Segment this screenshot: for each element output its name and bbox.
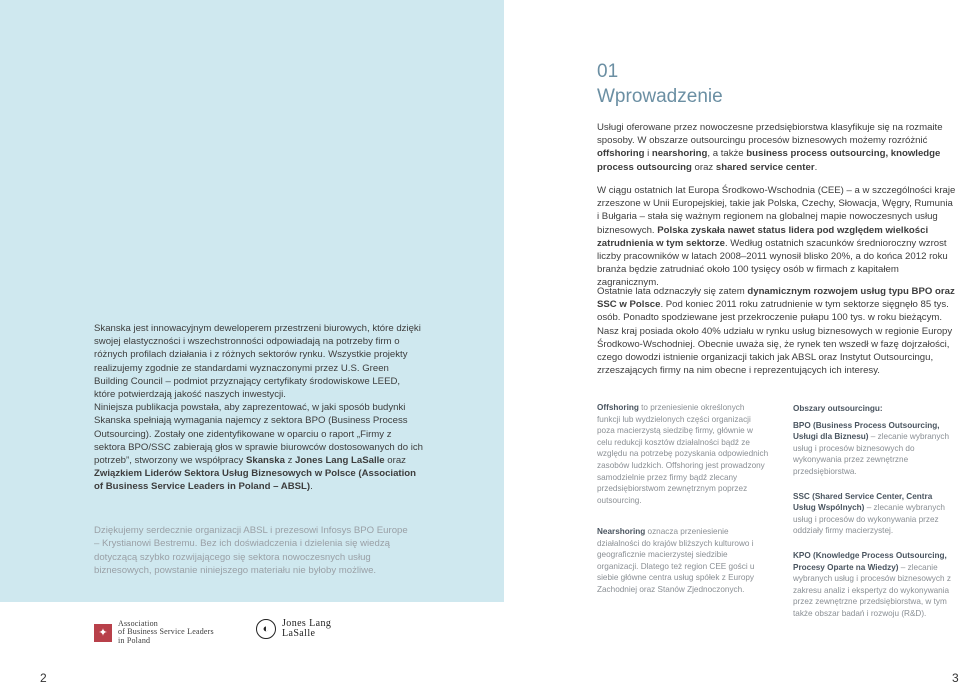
left-page-number: 2: [40, 671, 47, 685]
right-page-number: 3: [952, 671, 959, 685]
publication-purpose: Niniejsza publikacja powstała, aby zaprezentować, w jaki sposób budynki Skanska spełniają wymagania najemcy z sektora BPO (Business Process Outsourcing). Zostały one zidentyfikowane w oparciu o raport „Firmy z sektora BPO/SSC zabierają głos w sprawie biurowców dostosowanych do ich potrzeb”, stworzony we współpracy Skanska z Jones Lang LaSalle oraz Związkiem Liderów Sektora Usług Biznesowych w Polsce (Association of Business Service Leaders in Poland – ABSL).: [94, 402, 424, 493]
outsourcing-areas: [793, 403, 957, 620]
jll-logo-icon: ◐: [256, 619, 276, 639]
absl-logo-line-1: Association: [118, 619, 158, 628]
offshoring-definition: Offshoring to przeniesienie określonych funkcji lub wydzielonych części organizacji poza macierzystą siedzibę firmy, głównie w celu redukcji kosztów działalności bądź ze względu na potrzebę pozyskania odpowiednich zasobów ludzkich. Offshoring jest prowadzony samodzielnie przez firmy bądź zlecany przedsiębiorstwom zewnętrznym poprzez outsourcing.: [597, 403, 769, 505]
bpo-definition: BPO (Business Process Outsourcing, Usługi dla Biznesu) – zlecanie wybranych usług i procesów biznesowych do wykonywania przez zewnętrzne przedsiębiorstwa.: [793, 420, 950, 476]
ssc-definition: SSC (Shared Service Center, Centra Usług Wspólnych) – zlecanie wybranych usług i procesów do wykonywania przez oddziały firmy macierzystej.: [793, 491, 945, 536]
kpo-definition: KPO (Knowledge Process Outsourcing, Procesy Oparte na Wiedzy) – zlecanie wybranych usług i procesów biznesowych z zakresu analiz i ekspertyz do wykonywania przez zewnętrzne przedsiębiorstwa, w tym także obszar badań i rozwoju (R&D).: [793, 550, 951, 618]
left-cover-panel: [0, 0, 504, 602]
left-intro-paragraph: [94, 322, 424, 494]
intro-paragraph: Usługi oferowane przez nowoczesne przedsiębiorstwa klasyfikuje się na rozmaite sposoby. W obszarze outsourcingu procesów biznesowych możemy rozróżnić offshoring i nearshoring, a także business process outsourcing, knowledge process outsourcing oraz shared service center.: [597, 122, 943, 173]
absl-logo-icon: ✦: [94, 624, 112, 642]
absl-logo-line-3: in Poland: [118, 635, 151, 645]
absl-logo: [94, 620, 214, 645]
acknowledgement-paragraph: [94, 524, 412, 578]
nearshoring-definition: Nearshoring oznacza przeniesienie działalności do krajów bliższych kulturowo i geograficznie macierzystej siedzibie organizacji. Dlatego też region CEE gości u siebie główne centra usług spółek z Europy Zachodniej oraz Stanów Zjednoczonych.: [597, 527, 755, 594]
jll-logo-line-1: Jones Lang: [282, 618, 332, 629]
acknowledgement-text: Dziękujemy serdecznie organizacji ABSL i prezesowi Infosys BPO Europe – Krystianowi Bestremu. Bez ich doświadczenia i dzielenia się wiedzą dotyczącą szybko rozwijającego się sektora nowoczesnych usług biznesowych, powstanie niniejszego materiału nie byłoby możliwe.: [94, 525, 408, 577]
poland-market-paragraph: Ostatnie lata odznaczyły się zatem dynamicznym rozwojem usług typu BPO oraz SSC w Polsce. Pod koniec 2011 roku zatrudnienie w tym sektorze sięgnęło 85 tys. osób. Ponadto spodziewane jest przekroczenie pułapu 100 tys. w roku bieżącym. Nasz kraj posiada około 40% udziału w rynku usług biznesowych w regionie Europy Środkowo-Wschodniej. Obecnie uważa się, że rynek ten wszedł w fazę dojrzałości, czego dowodzi istnienie organizacji takich jak ABSL oraz Instytut Outsourcingu, zrzeszających firmy na nim obecne i reprezentujących ich interesy.: [597, 286, 955, 377]
chapter-title: Wprowadzenie: [597, 86, 723, 107]
outsourcing-areas-heading: Obszary outsourcingu:: [793, 404, 883, 413]
cee-paragraph: W ciągu ostatnich lat Europa Środkowo-Wschodnia (CEE) – a w szczególności kraje zrzeszone w Unii Europejskiej, takie jak Polska, Czechy, Słowacja, Węgry, Rumunia i Bułgaria – stała się ważnym regionem na globalnej mapie nowoczesnych usług biznesowych. Polska zyskała nawet status lidera pod względem wielkości zatrudnienia w tym sektorze. Według ostatnich szacunków średnioroczny wzrost liczby pracowników w latach 2008–2011 wynosił blisko 20%, a do końca 2012 roku branża będzie zatrudniać około 100 tysięcy osób w firmach z kapitałem zagranicznym.: [597, 185, 956, 289]
jll-logo: [256, 619, 331, 639]
skanska-description: Skanska jest innowacyjnym deweloperem przestrzeni biurowych, które dzięki swojej elastyczności i wszechstronności odpowiadają na potrzeby firm o różnych profilach działania i z różnych sektorów rynku. Wszystkie projekty realizujemy zgodnie ze standardami wyznaczonymi przez U.S. Green Building Council – podmiot przyznający certyfikaty środowiskowe LEED, które potwierdzają jakość naszych inwestycji.: [94, 323, 421, 401]
jll-logo-line-2: LaSalle: [282, 628, 316, 639]
absl-logo-line-2: of Business Service Leaders: [118, 627, 214, 637]
chapter-number: 01: [597, 61, 619, 82]
